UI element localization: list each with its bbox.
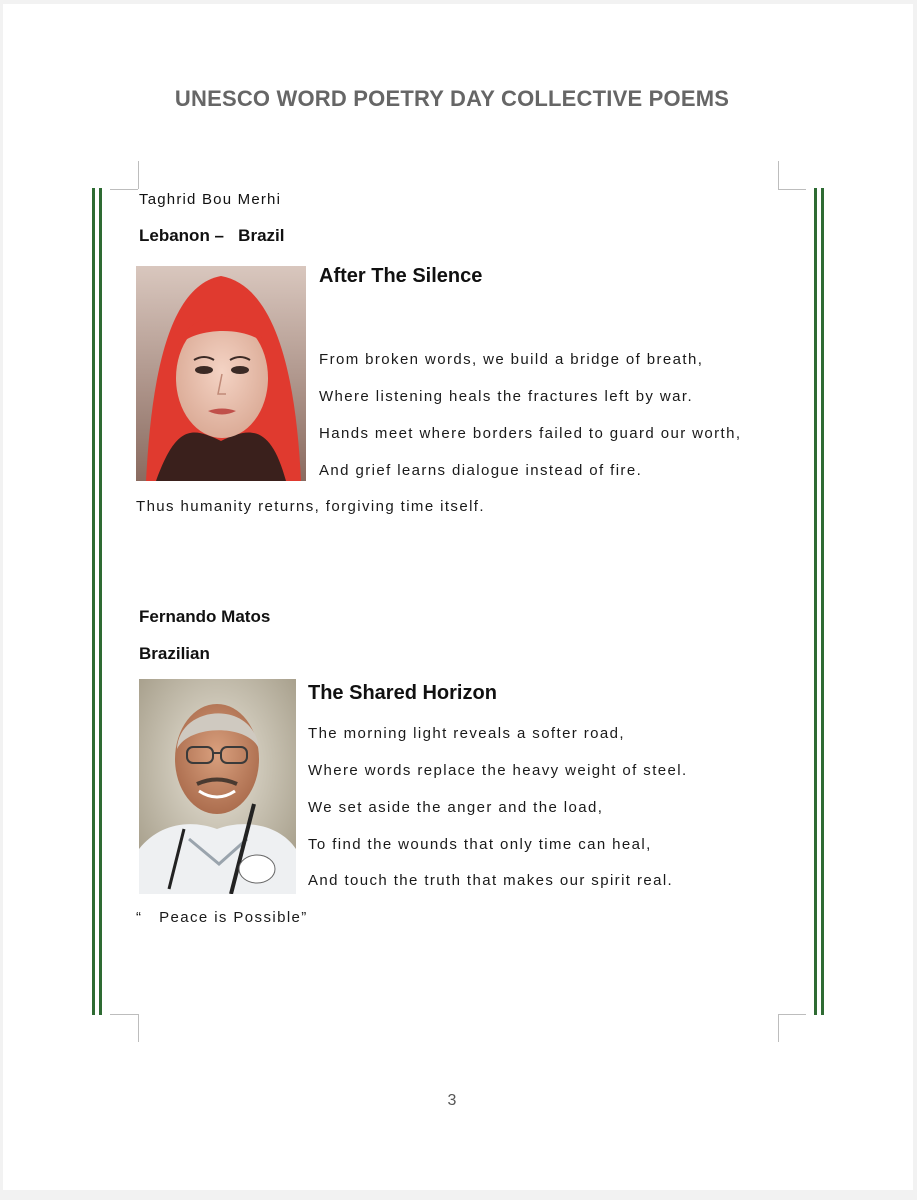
poem1-title: After The Silence bbox=[319, 265, 483, 287]
left-border-rule bbox=[99, 188, 102, 1015]
crop-mark bbox=[778, 161, 779, 189]
poem2-title: The Shared Horizon bbox=[308, 682, 497, 704]
poem2-author: Fernando Matos bbox=[139, 607, 271, 626]
right-border-rule bbox=[821, 188, 824, 1015]
crop-mark bbox=[778, 189, 806, 190]
man-portrait-icon bbox=[139, 679, 296, 894]
poem1-country: Lebanon – Brazil bbox=[139, 226, 285, 245]
left-border-rule bbox=[92, 188, 95, 1015]
crop-mark bbox=[110, 189, 138, 190]
poem1-line: Where listening heals the fractures left by war. bbox=[319, 388, 694, 405]
poem1-author-photo bbox=[136, 266, 306, 481]
poem2-author-photo bbox=[139, 679, 296, 894]
poem2-line: And touch the truth that makes our spirit real. bbox=[308, 872, 674, 889]
crop-mark bbox=[138, 161, 139, 189]
crop-mark bbox=[778, 1014, 806, 1015]
poem2-nationality: Brazilian bbox=[139, 644, 210, 663]
poem2-line: Where words replace the heavy weight of steel. bbox=[308, 762, 688, 779]
page-number: 3 bbox=[447, 1092, 457, 1109]
poem2-line: To find the wounds that only time can heal, bbox=[308, 836, 652, 853]
crop-mark bbox=[778, 1014, 779, 1042]
poem2-line: We set aside the anger and the load, bbox=[308, 799, 604, 816]
page-header: UNESCO WORD POETRY DAY COLLECTIVE POEMS bbox=[174, 86, 730, 111]
poem2-line: The morning light reveals a softer road, bbox=[308, 725, 625, 742]
poem1-line: And grief learns dialogue instead of fire. bbox=[319, 462, 643, 479]
poem1-author: Taghrid Bou Merhi bbox=[139, 191, 282, 208]
right-border-rule bbox=[814, 188, 817, 1015]
crop-mark bbox=[138, 1014, 139, 1042]
poem1-line: Hands meet where borders failed to guard our worth, bbox=[319, 425, 742, 442]
crop-mark bbox=[110, 1014, 138, 1015]
woman-portrait-icon bbox=[136, 266, 306, 481]
poem2-closing-quote: “ Peace is Possible” bbox=[136, 909, 308, 926]
document-page bbox=[3, 4, 913, 1190]
poem1-line: Thus humanity returns, forgiving time itself. bbox=[136, 498, 485, 515]
poem1-line: From broken words, we build a bridge of breath, bbox=[319, 351, 704, 368]
